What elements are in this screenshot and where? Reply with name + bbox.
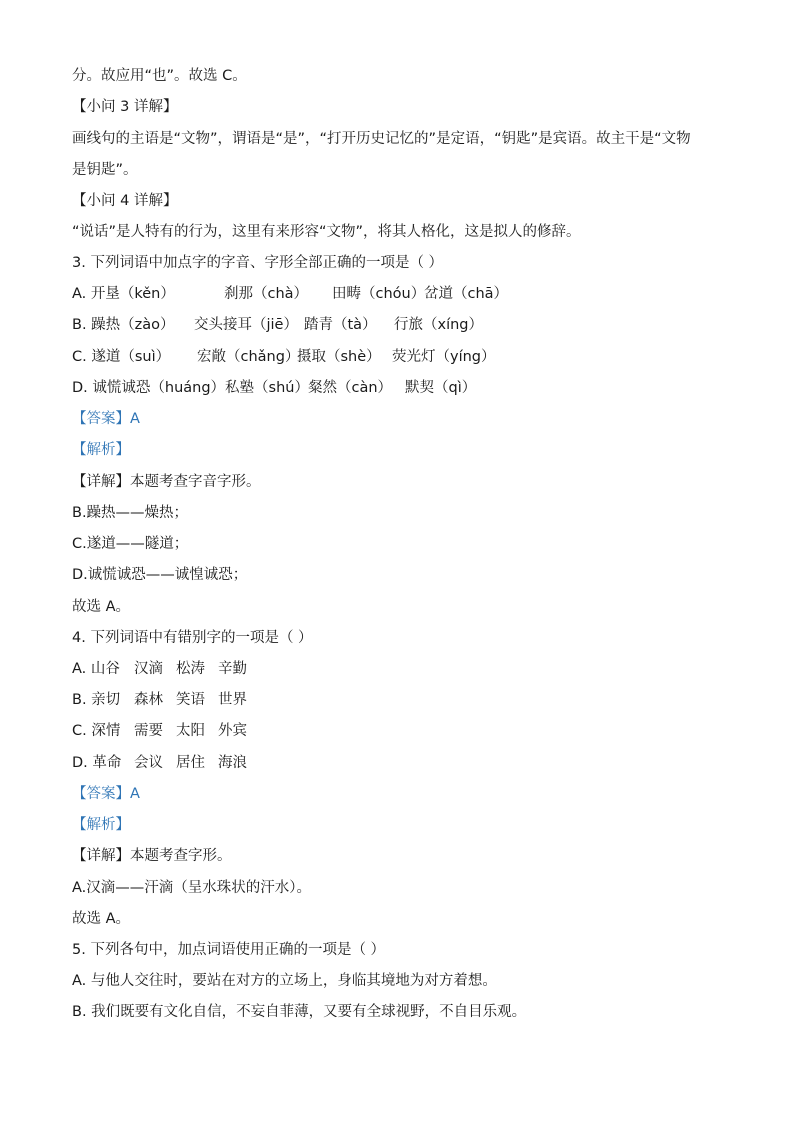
option-term: 默契（qì） <box>405 380 477 396</box>
detail-line: 【详解】本题考查字形。 <box>72 848 232 864</box>
text-line: 是钥匙”。 <box>72 162 138 178</box>
option-term: 需要 <box>134 723 163 739</box>
option-term: 交头接耳（jiē） <box>194 317 298 333</box>
option-term: 世界 <box>218 692 247 708</box>
option-term: 外宾 <box>218 723 247 739</box>
option-term: 岔道（chā） <box>424 286 509 302</box>
option-term: 会议 <box>134 755 163 771</box>
analysis-label: 【解析】 <box>72 442 130 458</box>
text-line: “说话”是人特有的行为，这里有来形容“文物”，将其人格化，这是拟人的修辞。 <box>72 224 581 240</box>
option-term: 居住 <box>176 755 205 771</box>
q3-option-c <box>72 347 496 367</box>
question-stem: 4. 下列词语中有错别字的一项是（ ） <box>72 630 313 646</box>
detail-line: 故选 A。 <box>72 599 131 615</box>
q3-option-b <box>72 315 483 335</box>
option-term: 粲然（càn） <box>308 380 393 396</box>
option-term: 荧光灯（yíng） <box>392 349 496 365</box>
q5-option-b: B. 我们既要有文化自信，不妄自菲薄，又要有全球视野，不自目乐观。 <box>72 1004 527 1020</box>
option-term: 笑语 <box>176 692 205 708</box>
analysis-label: 【解析】 <box>72 817 130 833</box>
option-term: A. 开垦（kěn） <box>72 286 175 302</box>
option-term: 宏敞（chǎng） <box>197 349 300 365</box>
question-stem: 5. 下列各句中，加点词语使用正确的一项是（ ） <box>72 942 386 958</box>
option-term: 田畴（chóu） <box>332 286 426 302</box>
question-stem: 3. 下列词语中加点字的字音、字形全部正确的一项是（ ） <box>72 255 444 271</box>
option-term: 行旅（xíng） <box>394 317 484 333</box>
option-term: C. 遂道（suì） <box>72 349 171 365</box>
text-line: 分。故应用“也”。故选 C。 <box>72 68 247 84</box>
option-term: 辛勤 <box>218 661 247 677</box>
text-line: 画线句的主语是“文物”，谓语是“是”，“打开历史记忆的”是定语，“钥匙”是宾语。故主干是“文物 <box>72 131 691 147</box>
option-term: 太阳 <box>176 723 205 739</box>
section-label: 【小问 4 详解】 <box>72 193 178 209</box>
q4-option-d <box>72 753 247 773</box>
section-label: 【小问 3 详解】 <box>72 99 178 115</box>
detail-line: C.遂道——隧道； <box>72 536 189 552</box>
option-term: 森林 <box>134 692 163 708</box>
detail-line: A.汉滴——汗滴（呈水珠状的汗水）。 <box>72 880 312 896</box>
q5-option-a: A. 与他人交往时，要站在对方的立场上，身临其境地为对方着想。 <box>72 973 497 989</box>
option-term: 汉滴 <box>134 661 163 677</box>
option-term: A. 山谷 <box>72 661 120 677</box>
option-term: D. 诚慌诚恐（huáng）私塾（shú） <box>72 380 309 396</box>
option-term: C. 深情 <box>72 723 121 739</box>
option-term: 海浪 <box>218 755 247 771</box>
option-term: B. 亲切 <box>72 692 121 708</box>
detail-line: B.躁热——燥热； <box>72 505 189 521</box>
q4-option-a <box>72 659 247 679</box>
q3-option-a <box>72 284 508 304</box>
q4-option-b <box>72 690 247 710</box>
detail-line: 【详解】本题考查字音字形。 <box>72 474 261 490</box>
option-term: 踏青（tà） <box>304 317 377 333</box>
q4-option-c <box>72 721 247 741</box>
detail-line: D.诚慌诚恐——诚惶诚恐； <box>72 567 248 583</box>
answer-label: 【答案】A <box>72 786 140 802</box>
answer-label: 【答案】A <box>72 411 140 427</box>
detail-line: 故选 A。 <box>72 911 131 927</box>
option-term: 刹那（chà） <box>224 286 309 302</box>
option-term: B. 躁热（zào） <box>72 317 175 333</box>
option-term: 松涛 <box>176 661 205 677</box>
q3-option-d <box>72 378 476 398</box>
option-term: D. 革命 <box>72 755 122 771</box>
option-term: 摄取（shè） <box>297 349 381 365</box>
